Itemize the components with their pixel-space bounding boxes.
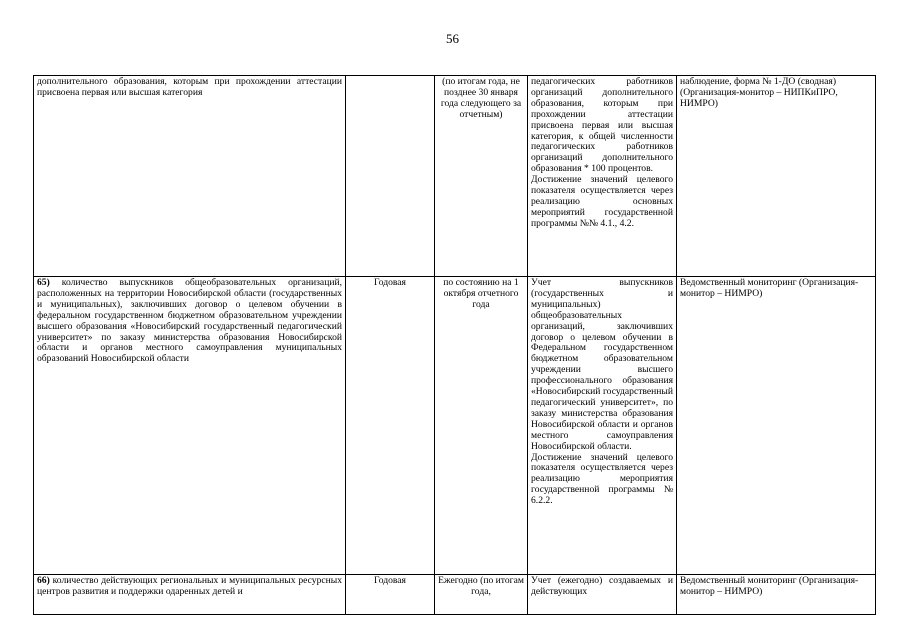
indicator-number: 65) (37, 277, 50, 288)
indicator-cell (34, 277, 346, 575)
indicator-number: 66) (37, 575, 50, 586)
method-paragraph: Учет (ежегодно) создаваемых и действующих (531, 575, 673, 597)
indicators-table (33, 75, 876, 615)
indicator-text: дополнительного образования, которым при прохождении аттестации присвоена первая или высшая категория (37, 76, 342, 98)
deadline-cell: (по итогам года, не позднее 30 января года следующего за отчетным) (435, 76, 528, 277)
periodicity-cell: Годовая (346, 277, 435, 575)
source-cell: Ведомственный мониторинг (Организация-монитор – НИМРО) (677, 575, 876, 615)
periodicity-cell (346, 76, 435, 277)
indicator-text: количество действующих региональных и муниципальных ресурсных центров развития и поддержки одаренных детей и (37, 575, 342, 597)
method-paragraph: Достижение значений целевого показателя осуществляется через реализацию основных мероприятий государственной программы №№ 4.1., 4.2. (531, 174, 673, 229)
indicator-cell (34, 76, 346, 277)
method-paragraph: Достижение значений целевого показателя осуществляется через реализацию мероприятия государственной программы № 6.2.2. (531, 451, 673, 507)
source-cell: наблюдение, форма № 1-ДО (сводная) (Организация-монитор – НИПКиПРО, НИМРО) (677, 76, 876, 277)
deadline-cell: Ежегодно (по итогам года, (435, 575, 528, 615)
method-paragraph: педагогических работников организаций дополнительного образования, которым при прохождении аттестации присвоена первая или высшая категория, к общей численности педагогических работников организаций дополнительного образования * 100 процентов. (531, 76, 673, 175)
page-number: 56 (446, 31, 459, 46)
table-row (34, 575, 876, 615)
indicator-cell (34, 575, 346, 615)
deadline-cell: по состоянию на 1 октября отчетного года (435, 277, 528, 575)
method-cell (528, 575, 677, 615)
table-row (34, 277, 876, 575)
method-paragraph: Учет выпускников (государственных и муниципальных) общеобразовательных организаций, заключивших договор о целевом обучении в Федеральном государственном бюджетном образовательном учреждении высшего профессионального образования «Новосибирский государственный педагогический университет», по заказу министерства образования Новосибирской области и органов местного самоуправления Новосибирской области. (531, 277, 673, 452)
indicator-text: количество выпускников общеобразовательных организаций, расположенных на территории Новосибирской области (государственных и муниципальных), заключивших договор о целевом обучении в федеральном государственном бюджетном образовательном учреждении высшего образования «Новосибирский государственный педагогический университет» по заказу министерства образования Новосибирской области и органов местного самоуправления муниципальных образований Новосибирской области (37, 277, 342, 365)
table-row (34, 76, 876, 277)
method-cell (528, 277, 677, 575)
source-cell: Ведомственный мониторинг (Организация-монитор – НИМРО) (677, 277, 876, 575)
periodicity-cell: Годовая (346, 575, 435, 615)
method-cell (528, 76, 677, 277)
